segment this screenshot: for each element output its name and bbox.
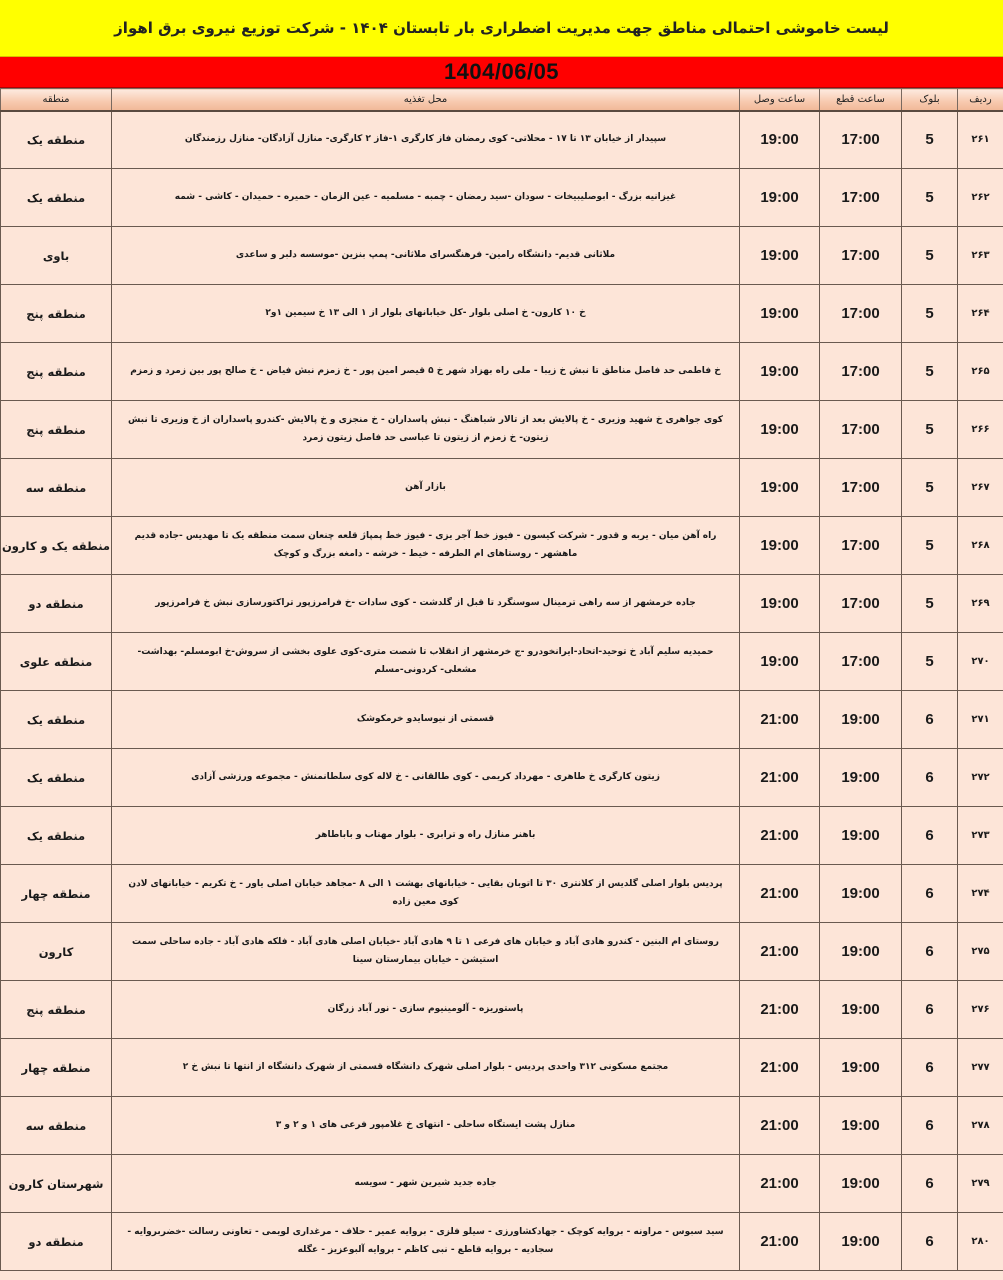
cut-time: 19:00 — [820, 1039, 902, 1097]
date-banner — [0, 57, 1003, 88]
row-number: ۲۶۴ — [958, 285, 1003, 343]
title-banner — [0, 0, 1003, 57]
region: منطقه یک — [1, 169, 112, 227]
block-number: 5 — [902, 633, 958, 691]
cut-time: 19:00 — [820, 981, 902, 1039]
region: منطقه چهار — [1, 865, 112, 923]
cut-time: 17:00 — [820, 633, 902, 691]
row-number: ۲۸۰ — [958, 1213, 1003, 1271]
row-number: ۲۷۵ — [958, 923, 1003, 981]
cut-time: 17:00 — [820, 227, 902, 285]
cut-time: 19:00 — [820, 807, 902, 865]
connect-time: 21:00 — [740, 1213, 820, 1271]
block-number: 5 — [902, 575, 958, 633]
block-number: 6 — [902, 865, 958, 923]
cut-time: 19:00 — [820, 1155, 902, 1213]
row-number: ۲۷۹ — [958, 1155, 1003, 1213]
block-number: 6 — [902, 691, 958, 749]
cut-time: 19:00 — [820, 691, 902, 749]
table-row — [1, 169, 1003, 227]
region: منطقه سه — [1, 459, 112, 517]
feed-location: سپیدار از خیابان ۱۳ تا ۱۷ - محلاتی- کوی رمضان فاز کارگری ۱-فاز ۲ کارگری- منازل آزادگان- منازل رزمندگان — [112, 111, 740, 169]
block-number: 6 — [902, 807, 958, 865]
block-number: 5 — [902, 285, 958, 343]
outage-table — [0, 88, 1003, 1271]
cut-time: 17:00 — [820, 169, 902, 227]
col-header-connect-time: ساعت وصل — [740, 89, 820, 111]
table-row — [1, 865, 1003, 923]
block-number: 5 — [902, 401, 958, 459]
feed-location: حمیدیه سلیم آباد خ توحید-اتحاد-ایرانخودرو -ج خرمشهر از انقلاب تا شصت متری-کوی علوی بخشی از سروش-خ ابومسلم- بهداشت- مشعلی- کردونی-مسلم — [112, 633, 740, 691]
cut-time: 17:00 — [820, 111, 902, 169]
table-row — [1, 1213, 1003, 1271]
connect-time: 19:00 — [740, 111, 820, 169]
block-number: 5 — [902, 459, 958, 517]
region: منطقه پنج — [1, 285, 112, 343]
region: منطقه علوی — [1, 633, 112, 691]
cut-time: 19:00 — [820, 1213, 902, 1271]
row-number: ۲۷۷ — [958, 1039, 1003, 1097]
feed-location: منازل پشت ایستگاه ساحلی - انتهای خ غلامپور فرعی های ۱ و ۲ و ۳ — [112, 1097, 740, 1155]
cut-time: 17:00 — [820, 401, 902, 459]
row-number: ۲۶۹ — [958, 575, 1003, 633]
table-row — [1, 343, 1003, 401]
block-number: 5 — [902, 517, 958, 575]
table-row — [1, 1039, 1003, 1097]
col-header-block: بلوک — [902, 89, 958, 111]
row-number: ۲۶۲ — [958, 169, 1003, 227]
connect-time: 19:00 — [740, 169, 820, 227]
connect-time: 19:00 — [740, 285, 820, 343]
table-row — [1, 575, 1003, 633]
connect-time: 21:00 — [740, 807, 820, 865]
col-header-feed-location: محل تغذیه — [112, 89, 740, 111]
connect-time: 19:00 — [740, 401, 820, 459]
table-row — [1, 401, 1003, 459]
connect-time: 21:00 — [740, 691, 820, 749]
table-row — [1, 227, 1003, 285]
table-row — [1, 691, 1003, 749]
table-row — [1, 1155, 1003, 1213]
region: منطقه پنج — [1, 401, 112, 459]
connect-time: 19:00 — [740, 343, 820, 401]
block-number: 6 — [902, 981, 958, 1039]
connect-time: 19:00 — [740, 227, 820, 285]
feed-location: جاده جدید شیرین شهر - سویسه — [112, 1155, 740, 1213]
feed-location: کوی جواهری خ شهید وزیری - خ پالایش بعد از تالار شباهنگ - نبش پاسداران - خ منجزی و خ پالایش -کندرو پاسداران از خ وزیری تا نبش زیتون- خ زمزم از زیتون تا عباسی حد فاصل زیتون زمرد — [112, 401, 740, 459]
row-number: ۲۶۷ — [958, 459, 1003, 517]
block-number: 5 — [902, 169, 958, 227]
region: منطقه دو — [1, 1213, 112, 1271]
col-header-row-no: ردیف — [958, 89, 1003, 111]
cut-time: 19:00 — [820, 749, 902, 807]
row-number: ۲۷۳ — [958, 807, 1003, 865]
table-row — [1, 111, 1003, 169]
feed-location: قسمتی از نیوسایدو خرمکوشک — [112, 691, 740, 749]
feed-location: سید سبوس - مراونه - بروایه کوچک - جهادکشاورزی - سیلو فلزی - بروایه عمیر - حلاف - مرغداری لویمی - تعاونی رسالت -خضربروایه - سجادیه - بروایه قاطع - نبی کاظم - بروایه آلبوعزیز - عگله — [112, 1213, 740, 1271]
connect-time: 19:00 — [740, 575, 820, 633]
table-row — [1, 285, 1003, 343]
table-row — [1, 517, 1003, 575]
region: منطقه یک — [1, 749, 112, 807]
connect-time: 21:00 — [740, 749, 820, 807]
cut-time: 17:00 — [820, 343, 902, 401]
row-number: ۲۷۲ — [958, 749, 1003, 807]
cut-time: 19:00 — [820, 1097, 902, 1155]
connect-time: 21:00 — [740, 923, 820, 981]
page-title: لیست خاموشی احتمالی مناطق جهت مدیریت اضطراری بار تابستان ۱۴۰۴ - شرکت توزیع نیروی برق اهواز — [114, 19, 889, 37]
row-number: ۲۶۱ — [958, 111, 1003, 169]
region: شهرستان کارون — [1, 1155, 112, 1213]
feed-location: ملاثانی قدیم- دانشگاه رامین- فرهنگسرای ملاثانی- پمپ بنزین -موسسه دلبر و ساعدی — [112, 227, 740, 285]
region: منطقه سه — [1, 1097, 112, 1155]
connect-time: 21:00 — [740, 1097, 820, 1155]
connect-time: 21:00 — [740, 1039, 820, 1097]
block-number: 6 — [902, 749, 958, 807]
region: منطقه پنج — [1, 981, 112, 1039]
feed-location: بازار آهن — [112, 459, 740, 517]
region: منطقه یک — [1, 111, 112, 169]
cut-time: 17:00 — [820, 575, 902, 633]
table-row — [1, 1097, 1003, 1155]
region: منطقه دو — [1, 575, 112, 633]
row-number: ۲۷۱ — [958, 691, 1003, 749]
row-number: ۲۷۰ — [958, 633, 1003, 691]
block-number: 5 — [902, 343, 958, 401]
region: منطقه یک — [1, 691, 112, 749]
row-number: ۲۶۸ — [958, 517, 1003, 575]
connect-time: 21:00 — [740, 1155, 820, 1213]
feed-location: خ فاطمی حد فاصل مناطق تا نبش خ زیبا - ملی راه بهزاد شهر خ ۵ قیصر امین پور - خ زمزم نبش فیاض - خ صالح پور بین زمرد و زمزم — [112, 343, 740, 401]
table-row — [1, 981, 1003, 1039]
schedule-date: 1404/06/05 — [443, 59, 560, 84]
feed-location: زیتون کارگری خ طاهری - مهرداد کریمی - کوی طالقانی - خ لاله کوی سلطانمنش - مجموعه ورزشی آزادی — [112, 749, 740, 807]
region: منطقه چهار — [1, 1039, 112, 1097]
block-number: 5 — [902, 227, 958, 285]
feed-location: روستای ام البنین - کندرو هادی آباد و خیابان های فرعی ۱ تا ۹ هادی آباد -خیابان اصلی هادی آباد - فلکه هادی آباد - جاده ساحلی سمت استیشن - خیابان بیمارستان سینا — [112, 923, 740, 981]
table-row — [1, 923, 1003, 981]
region: منطقه یک — [1, 807, 112, 865]
row-number: ۲۷۸ — [958, 1097, 1003, 1155]
row-number: ۲۷۶ — [958, 981, 1003, 1039]
block-number: 6 — [902, 1213, 958, 1271]
table-header-row — [1, 89, 1003, 111]
feed-location: خ ۱۰ کارون- خ اصلی بلوار -کل خیابانهای بلوار از ۱ الی ۱۳ خ سیمین ۱و۲ — [112, 285, 740, 343]
block-number: 6 — [902, 1097, 958, 1155]
row-number: ۲۶۶ — [958, 401, 1003, 459]
connect-time: 21:00 — [740, 981, 820, 1039]
block-number: 6 — [902, 923, 958, 981]
connect-time: 21:00 — [740, 865, 820, 923]
row-number: ۲۶۳ — [958, 227, 1003, 285]
block-number: 5 — [902, 111, 958, 169]
cut-time: 19:00 — [820, 865, 902, 923]
table-row — [1, 749, 1003, 807]
region: منطقه یک و کارون — [1, 517, 112, 575]
feed-location: راه آهن میان - یربه و قدور - شرکت کیسون - فیوز خط آجر یزی - فیوز خط پمپاژ قلعه چنعان سمت منطقه یک تا مهدیس -جاده قدیم ماهشهر - روستاهای ام الطرفه - خیط - خرشه - دامغه بزرگ و کوچک — [112, 517, 740, 575]
row-number: ۲۷۴ — [958, 865, 1003, 923]
table-row — [1, 633, 1003, 691]
cut-time: 17:00 — [820, 459, 902, 517]
connect-time: 19:00 — [740, 517, 820, 575]
feed-location: پاستوریزه - آلومینیوم سازی - نور آباد زرگان — [112, 981, 740, 1039]
feed-location: باهنر منازل راه و ترابری - بلوار مهتاب و باباطاهر — [112, 807, 740, 865]
col-header-region: منطقه — [1, 89, 112, 111]
region: کارون — [1, 923, 112, 981]
cut-time: 19:00 — [820, 923, 902, 981]
feed-location: پردیس بلوار اصلی گلدیس از کلانتری ۳۰ تا اتوبان بقایی - خیابانهای بهشت ۱ الی ۸ -مجاهد خیابان اصلی یاور - خ تکریم - خیابانهای لادن کوی معین زاده — [112, 865, 740, 923]
region: باوی — [1, 227, 112, 285]
block-number: 6 — [902, 1039, 958, 1097]
region: منطقه پنج — [1, 343, 112, 401]
feed-location: غیزانیه بزرگ - ابوصلیبیخات - سودان -سید رمضان - چمبه - مسلمیه - عین الزمان - حمیره - حمیدان - کاشی - شمه — [112, 169, 740, 227]
feed-location: مجتمع مسکونی ۳۱۲ واحدی پردیس - بلوار اصلی شهرک دانشگاه قسمتی از شهرک دانشگاه از انتها تا نبش خ ۲ — [112, 1039, 740, 1097]
feed-location: جاده خرمشهر از سه راهی ترمینال سوسنگرد تا قبل از گلدشت - کوی سادات -خ فرامرزپور تراکتورسازی نبش خ فرامرزپور — [112, 575, 740, 633]
cut-time: 17:00 — [820, 285, 902, 343]
row-number: ۲۶۵ — [958, 343, 1003, 401]
table-row — [1, 807, 1003, 865]
connect-time: 19:00 — [740, 459, 820, 517]
col-header-cut-time: ساعت قطع — [820, 89, 902, 111]
block-number: 6 — [902, 1155, 958, 1213]
connect-time: 19:00 — [740, 633, 820, 691]
table-row — [1, 459, 1003, 517]
cut-time: 17:00 — [820, 517, 902, 575]
